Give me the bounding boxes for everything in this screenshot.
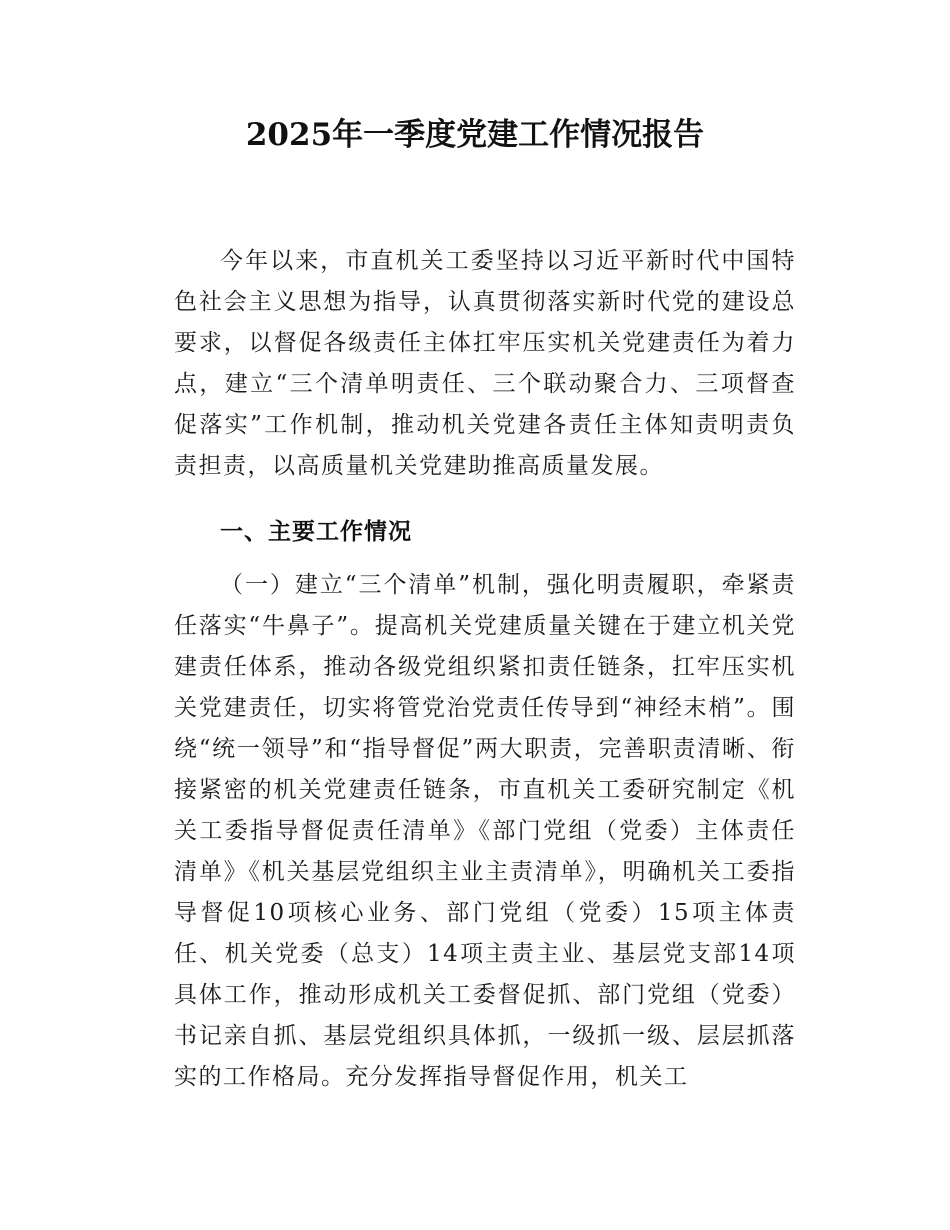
- section-paragraph: （一）建立“三个清单”机制，强化明责履职，牵紧责任落实“牛鼻子”。提高机关党建质量关键在于建立机关党建责任体系，推动各级党组织紧扣责任链条，扛牢压实机关党建责任，切实将管党治党责任传导到“神经末梢”。围绕“统一领导”和“指导督促”两大职责，完善职责清晰、衔接紧密的机关党建责任链条，市直机关工委研究制定《机关工委指导督促责任清单》《部门党组（党委）主体责任清单》《机关基层党组织主业主责清单》，明确机关工委指导督促10项核心业务、部门党组（党委）15项主体责任、机关党委（总支）14项主责主业、基层党支部14项具体工作，推动形成机关工委督促抓、部门党组（党委）书记亲自抓、基层党组织具体抓，一级抓一级、层层抓落实的工作格局。充分发挥指导督促作用，机关工: [174, 572, 796, 1090]
- section-heading: 一、主要工作情况: [220, 519, 412, 545]
- intro-paragraph: 今年以来，市直机关工委坚持以习近平新时代中国特色社会主义思想为指导，认真贯彻落实新时代党的建设总要求，以督促各级责任主体扛牢压实机关党建责任为着力点，建立“三个清单明责任、三个联动聚合力、三项督查促落实”工作机制，推动机关党建各责任主体知责明责负责担责，以高质量机关党建助推高质量发展。: [174, 248, 796, 479]
- document-title: 2025年一季度党建工作情况报告: [245, 117, 705, 153]
